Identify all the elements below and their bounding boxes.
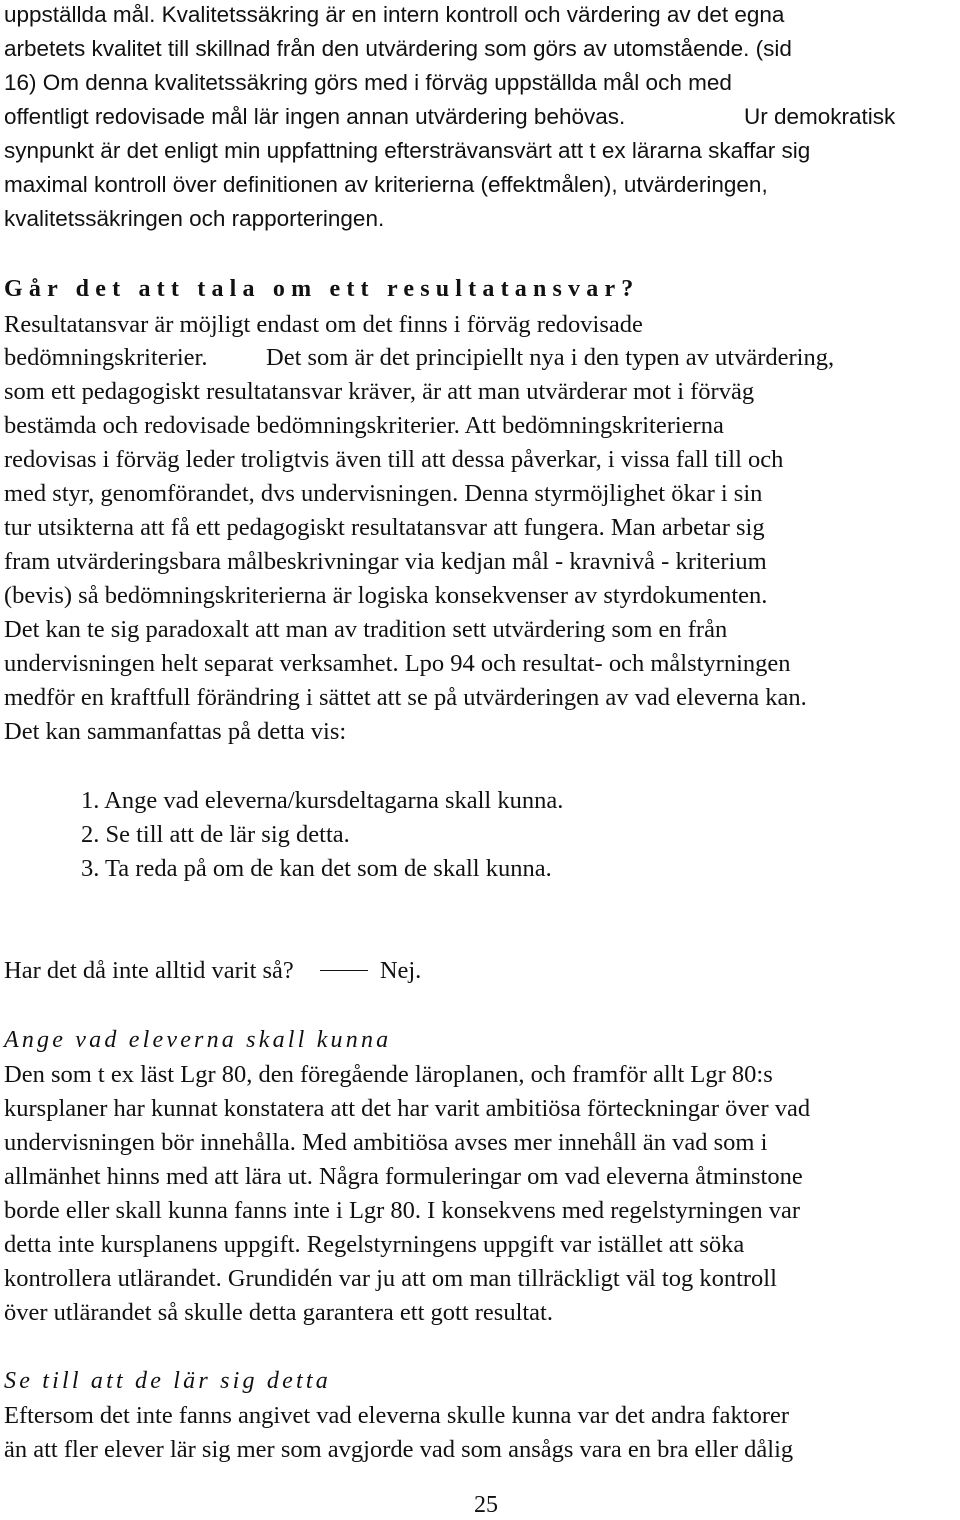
paragraph-line: arbetets kvalitet till skillnad från den utvärdering som görs av utomstående. (sid xyxy=(4,36,792,61)
paragraph-line: Det kan te sig paradoxalt att man av tradition sett utvärdering som en från xyxy=(4,616,728,643)
paragraph-line: medför en kraftfull förändring i sättet att se på utvärderingen av vad eleverna kan. xyxy=(4,684,807,711)
paragraph-line: med styr, genomförandet, dvs undervisningen. Denna styrmöjlighet ökar i sin xyxy=(4,480,763,507)
paragraph-line: som ett pedagogiskt resultatansvar kräver, är att man utvärderar mot i förväg xyxy=(4,378,755,405)
section-heading: Går det att tala om ett resultatansvar? xyxy=(4,276,640,302)
paragraph-line: synpunkt är det enligt min uppfattning eftersträvansvärt att t ex lärarna skaffar sig xyxy=(4,138,811,163)
paragraph-line: fram utvärderingsbara målbeskrivningar via kedjan mål - kravnivå - kriterium xyxy=(4,548,767,575)
em-dash xyxy=(320,970,368,971)
paragraph-line: bestämda och redovisade bedömningskriterier. Att bedömningskriterierna xyxy=(4,412,724,439)
page-number: 25 xyxy=(474,1492,498,1518)
paragraph-line: (bevis) så bedömningskriterierna är logiska konsekvenser av styrdokumenten. xyxy=(4,582,768,609)
question-line xyxy=(4,956,421,986)
paragraph-line: över utlärandet så skulle detta garantera ett gott resultat. xyxy=(4,1299,553,1326)
section-heading: Se till att de lär sig detta xyxy=(4,1368,331,1394)
paragraph-line: allmänhet hinns med att lära ut. Några formuleringar om vad eleverna åtminstone xyxy=(4,1163,803,1190)
paragraph-line: bedömningskriterier. xyxy=(4,344,208,371)
paragraph-line: Den som t ex läst Lgr 80, den föregående läroplanen, och framför allt Lgr 80:s xyxy=(4,1061,773,1088)
list-item: 1. Ange vad eleverna/kursdeltagarna skall kunna. xyxy=(81,787,564,814)
paragraph-line: kursplaner har kunnat konstatera att det har varit ambitiösa förteckningar över vad xyxy=(4,1095,811,1122)
question-text: Har det då inte alltid varit så? xyxy=(4,957,294,984)
paragraph-line: Resultatansvar är möjligt endast om det finns i förväg redovisade xyxy=(4,311,643,338)
list-item: 2. Se till att de lär sig detta. xyxy=(81,821,350,848)
paragraph-line: detta inte kursplanens uppgift. Regelstyrningens uppgift var istället att söka xyxy=(4,1231,745,1258)
question-answer: Nej. xyxy=(379,957,422,984)
list-item: 3. Ta reda på om de kan det som de skall kunna. xyxy=(81,855,552,882)
section-heading: Ange vad eleverna skall kunna xyxy=(4,1027,392,1053)
paragraph-line: undervisningen bör innehålla. Med ambitiösa avses mer innehåll än vad som i xyxy=(4,1129,768,1156)
paragraph-line: undervisningen helt separat verksamhet. Lpo 94 och resultat- och målstyrningen xyxy=(4,650,791,677)
paragraph-line: än att fler elever lär sig mer som avgjorde vad som ansågs vara en bra eller dålig xyxy=(4,1436,794,1463)
paragraph-line: redovisas i förväg leder troligtvis även till att dessa påverkar, i vissa fall till och xyxy=(4,446,784,473)
paragraph-line: kvalitetssäkringen och rapporteringen. xyxy=(4,206,385,231)
paragraph-line: borde eller skall kunna fanns inte i Lgr 80. I konsekvens med regelstyrningen var xyxy=(4,1197,801,1224)
paragraph-line: uppställda mål. Kvalitetssäkring är en intern kontroll och värdering av det egna xyxy=(4,2,785,27)
paragraph-line: offentligt redovisade mål lär ingen annan utvärdering behövas. xyxy=(4,104,626,129)
paragraph-line: Det kan sammanfattas på detta vis: xyxy=(4,718,347,745)
paragraph-line: kontrollera utlärandet. Grundidén var ju att om man tillräckligt väl tog kontroll xyxy=(4,1265,777,1292)
paragraph-line: 16) Om denna kvalitetssäkring görs med i förväg uppställda mål och med xyxy=(4,70,732,95)
paragraph-line: tur utsikterna att få ett pedagogiskt resultatansvar att fungera. Man arbetar sig xyxy=(4,514,765,541)
paragraph-line: Ur demokratisk xyxy=(744,104,896,129)
paragraph-line: Eftersom det inte fanns angivet vad eleverna skulle kunna var det andra faktorer xyxy=(4,1402,790,1429)
paragraph-line: maximal kontroll över definitionen av kriterierna (effektmålen), utvärderingen, xyxy=(4,172,768,197)
paragraph-line: Det som är det principiellt nya i den typen av utvärdering, xyxy=(266,344,835,371)
